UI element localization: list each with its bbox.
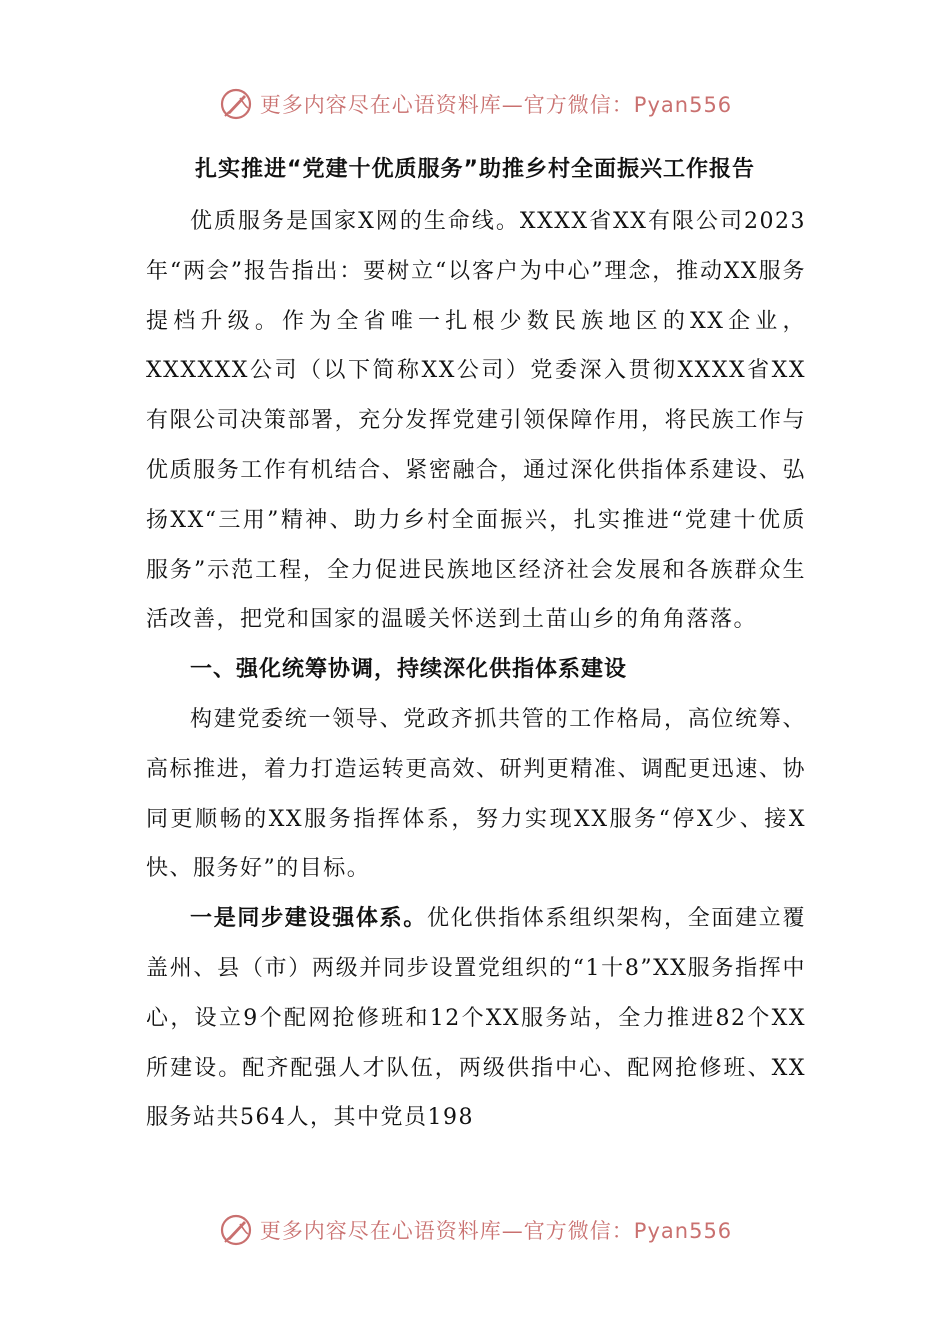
quill-pen-circle-icon bbox=[218, 86, 254, 122]
section-1-paragraph: 构建党委统一领导、党政齐抓共管的工作格局，高位统筹、高标推进，着力打造运转更高效、研判更精准、调配更迅速、协同更顺畅的XX服务指挥体系，努力实现XX服务“停X少、接X快、服务好”的目标。 bbox=[146, 706, 806, 882]
point-1-lead: 一是同步建设强体系。 bbox=[190, 906, 427, 932]
point-1-body: 优化供指体系组织架构，全面建立覆盖州、县（市）两级并同步设置党组织的“1十8”XX服务指挥中心，设立9个配网抢修班和12个XX服务站，全力推进82个XX所建设。配齐配强人才队伍，两级供指中心、配网抢修班、XX服务站共564人，其中党员198 bbox=[146, 906, 806, 1131]
watermark-banner-top bbox=[0, 84, 950, 124]
watermark-banner-bottom bbox=[0, 1210, 950, 1250]
page-title: 扎实推进“党建十优质服务”助推乡村全面振兴工作报告 bbox=[195, 157, 755, 182]
section-1-heading: 一、强化统筹协调，持续深化供指体系建设 bbox=[190, 657, 628, 683]
watermark-text: 更多内容尽在心语资料库—官方微信：Pyan556 bbox=[259, 93, 733, 117]
intro-paragraph: 优质服务是国家X网的生命线。XXXX省XX有限公司2023年“两会”报告指出：要树立“以客户为中心”理念，推动XX服务提档升级。作为全省唯一扎根少数民族地区的XX企业，XXXXXX公司（以下简称XX公司）党委深入贯彻XXXX省XX有限公司决策部署，充分发挥党建引领保障作用，将民族工作与优质服务工作有机结合、紧密融合，通过深化供指体系建设、弘扬XX“三用”精神、助力乡村全面振兴，扎实推进“党建十优质服务”示范工程，全力促进民族地区经济社会发展和各族群众生活改善，把党和国家的温暖关怀送到土苗山乡的角角落落。 bbox=[146, 209, 806, 633]
document-body bbox=[146, 197, 806, 1143]
watermark-text: 更多内容尽在心语资料库—官方微信：Pyan556 bbox=[259, 1219, 733, 1243]
point-1-paragraph bbox=[146, 894, 806, 1143]
quill-pen-circle-icon bbox=[218, 1212, 254, 1248]
